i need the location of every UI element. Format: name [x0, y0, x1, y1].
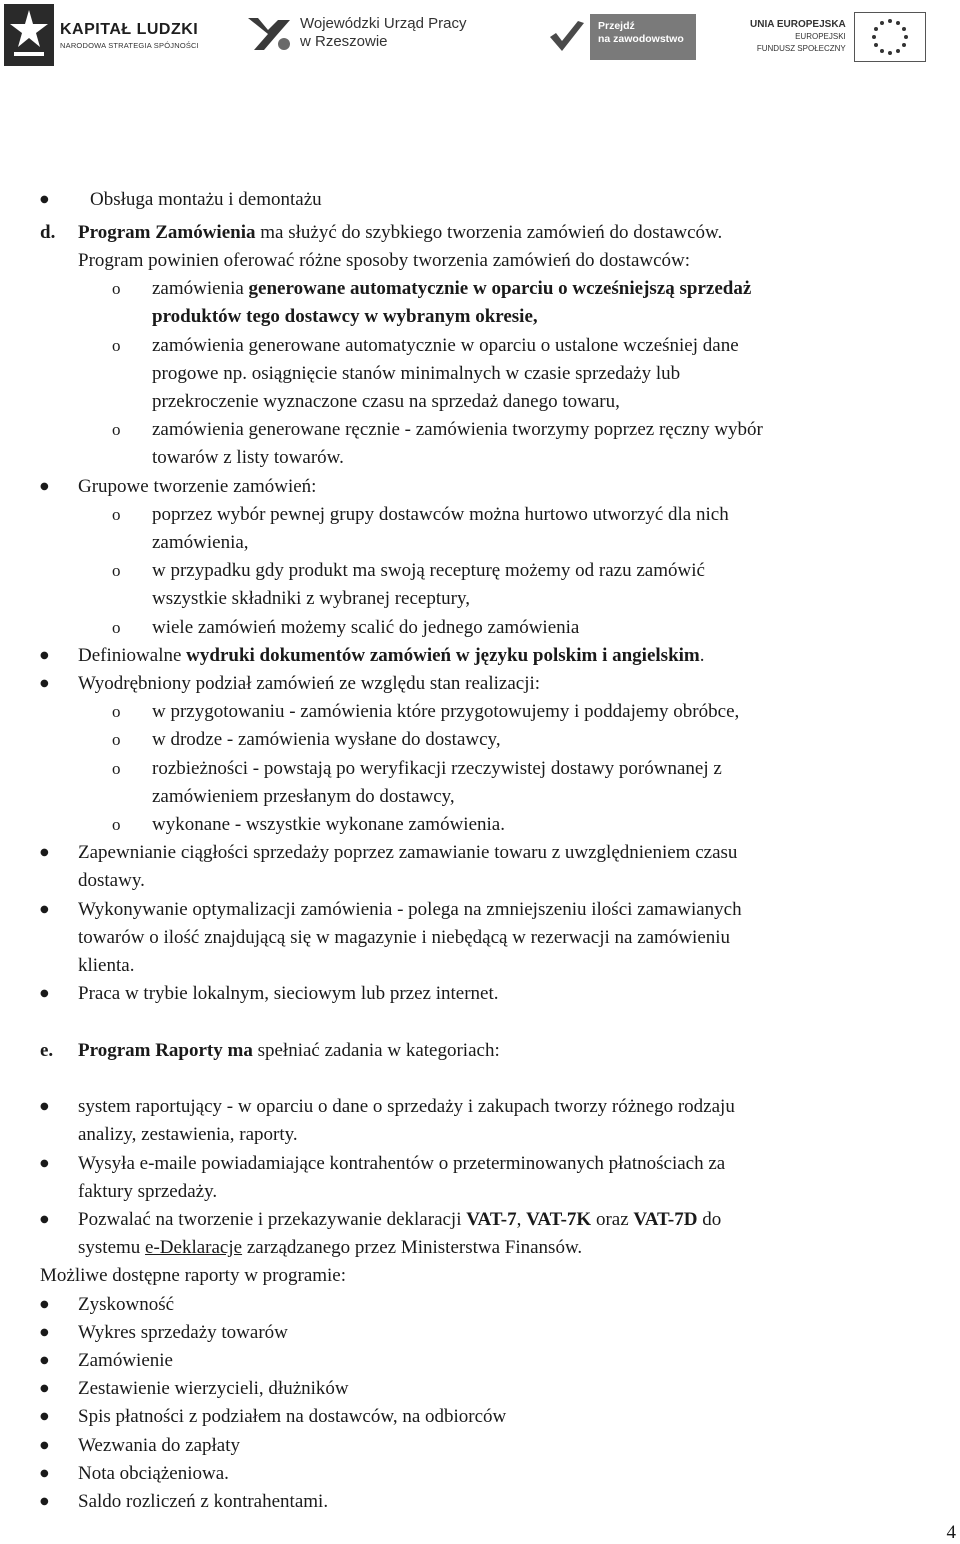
bullet-marker: ●: [40, 1355, 49, 1366]
eu-flag-icon: [854, 12, 926, 62]
wup-rzeszow-logo: [244, 10, 466, 56]
bullet-marker: ●: [40, 1299, 49, 1310]
kapital-ludzki-subtitle: NARODOWA STRATEGIA SPÓJNOŚCI: [60, 40, 199, 50]
wup-line-1: Wojewódzki Urząd Pracy: [300, 15, 467, 32]
text-line: wykonane - wszystkie wykonane zamówienia.: [152, 814, 505, 835]
text-line: wszystkie składniki z wybranej receptury,: [152, 588, 470, 609]
report-list-item: Saldo rozliczeń z kontrahentami.: [78, 1491, 329, 1512]
text-line: Definiowalne wydruki dokumentów zamówień w języku polskim i angielskim.: [78, 645, 705, 666]
text-line: zamówienia generowane automatycznie w oparciu o ustalone wcześniej dane: [152, 335, 739, 356]
text-line: analizy, zestawienia, raporty.: [78, 1124, 298, 1145]
bullet-marker: ●: [40, 1101, 49, 1112]
bullet-marker: ●: [40, 988, 49, 999]
header-logos: [0, 0, 960, 75]
report-list-item: Spis płatności z podziałem na dostawców, na odbiorców: [78, 1406, 507, 1427]
section-letter-d: d.: [40, 222, 56, 243]
text-line: w przygotowaniu - zamówienia które przygotowujemy i poddajemy obróbce,: [152, 701, 740, 722]
kapital-ludzki-emblem-icon: [4, 4, 54, 66]
przejdz-line-2: na zawodowstwo: [598, 33, 684, 45]
wup-line-2: w Rzeszowie: [300, 33, 388, 50]
section-e-heading: Program Raporty ma spełniać zadania w kategoriach:: [78, 1040, 500, 1061]
text-line: Obsługa montażu i demontażu: [90, 189, 322, 210]
page-number: 4: [946, 1522, 956, 1543]
ue-line-2: EUROPEJSKI: [795, 32, 846, 41]
circle-marker: o: [112, 815, 121, 834]
text-line: zamówienia generowane automatycznie w oparciu o wcześniejszą sprzedaż: [152, 278, 752, 299]
bullet-marker: ●: [40, 1440, 49, 1451]
text-line: klienta.: [78, 955, 135, 976]
text-line: Pozwalać na tworzenie i przekazywanie deklaracji VAT-7, VAT-7K oraz VAT-7D do: [78, 1209, 722, 1230]
text-line: Praca w trybie lokalnym, sieciowym lub przez internet.: [78, 983, 499, 1004]
bullet-marker: ●: [40, 847, 49, 858]
report-list-item: Wezwania do zapłaty: [78, 1435, 241, 1456]
text-line: poprzez wybór pewnej grupy dostawców można hurtowo utworzyć dla nich: [152, 504, 729, 525]
ue-line-1: UNIA EUROPEJSKA: [750, 19, 846, 30]
przejdz-na-zawodowstwo-logo: [548, 14, 696, 60]
text-line: system raportujący - w oparciu o dane o sprzedaży i zakupach tworzy różnego rodzaju: [78, 1096, 735, 1117]
text-line: rozbieżności - powstają po weryfikacji rzeczywistej dostawy porównanej z: [152, 758, 722, 779]
bullet-marker: ●: [40, 1496, 49, 1507]
text-line: Zapewnianie ciągłości sprzedaży poprzez zamawianie towaru z uwzględnieniem czasu: [78, 842, 738, 863]
text-line: faktury sprzedaży.: [78, 1181, 218, 1202]
circle-marker: o: [112, 279, 121, 298]
circle-marker: o: [112, 702, 121, 721]
bullet-marker: ●: [40, 481, 49, 492]
text-line: dostawy.: [78, 870, 145, 891]
bullet-marker: ●: [40, 904, 49, 915]
circle-marker: o: [112, 505, 121, 524]
text-line: zamówieniem przesłanym do dostawcy,: [152, 786, 455, 807]
bullet-marker: ●: [40, 1383, 49, 1394]
report-list-item: Zamówienie: [78, 1350, 173, 1371]
bullet-marker: ●: [40, 678, 49, 689]
e-deklaracje-link[interactable]: e-Deklaracje: [145, 1237, 243, 1258]
section-letter-e: e.: [40, 1040, 54, 1061]
wup-emblem-icon: [244, 10, 294, 56]
bullet-marker: ●: [40, 650, 49, 661]
text-line: Wyodrębniony podział zamówień ze względu stan realizacji:: [78, 673, 541, 694]
text-line: w przypadku gdy produkt ma swoją recepturę możemy od razu zamówić: [152, 560, 705, 581]
text-line: Wysyła e-maile powiadamiające kontrahentów o przeterminowanych płatnościach za: [78, 1153, 726, 1174]
bullet-marker: ●: [40, 1468, 49, 1479]
text-line: systemu e-Deklaracje zarządzanego przez Ministerstwa Finansów.: [78, 1237, 583, 1258]
bullet-marker: ●: [40, 194, 49, 205]
text-line: wiele zamówień możemy scalić do jednego zamówienia: [152, 617, 580, 638]
text-line: produktów tego dostawcy w wybranym okresie,: [152, 306, 538, 327]
text-line: progowe np. osiągnięcie stanów minimalnych w czasie sprzedaży lub: [152, 363, 681, 384]
text-line: Grupowe tworzenie zamówień:: [78, 476, 317, 497]
checkmark-emblem-icon: [548, 17, 586, 57]
section-d-heading: Program Zamówienia ma służyć do szybkiego tworzenia zamówień do dostawców.: [78, 222, 723, 243]
eu-social-fund-logo: [750, 12, 926, 62]
text-line: zamówienia generowane ręcznie - zamówienia tworzymy poprzez ręczny wybór: [152, 419, 763, 440]
text-line: towarów z listy towarów.: [152, 447, 344, 468]
bullet-marker: ●: [40, 1158, 49, 1169]
kapital-ludzki-logo: [4, 4, 199, 66]
circle-marker: o: [112, 336, 121, 355]
przejdz-line-1: Przejdź: [598, 20, 635, 32]
circle-marker: o: [112, 420, 121, 439]
bullet-marker: ●: [40, 1214, 49, 1225]
bullet-marker: ●: [40, 1327, 49, 1338]
bullet-marker: ●: [40, 1411, 49, 1422]
text-line: Program powinien oferować różne sposoby tworzenia zamówień do dostawców:: [78, 250, 691, 271]
report-list-item: Nota obciążeniowa.: [78, 1463, 229, 1484]
text-line: przekroczenie wyznaczone czasu na sprzedaż danego towaru,: [152, 391, 620, 412]
text-line: Możliwe dostępne raporty w programie:: [40, 1265, 347, 1286]
text-line: towarów o ilość znajdującą się w magazynie i niebędącą w rezerwacji na zamówieniu: [78, 927, 731, 948]
report-list-item: Zestawienie wierzycieli, dłużników: [78, 1378, 349, 1399]
circle-marker: o: [112, 759, 121, 778]
ue-line-3: FUNDUSZ SPOŁECZNY: [756, 44, 846, 53]
text-line: Wykonywanie optymalizacji zamówienia - polega na zmniejszeniu ilości zamawianych: [78, 899, 742, 920]
circle-marker: o: [112, 730, 121, 749]
circle-marker: o: [112, 561, 121, 580]
report-list-item: Wykres sprzedaży towarów: [78, 1322, 288, 1343]
text-line: zamówienia,: [152, 532, 249, 553]
report-list-item: Zyskowność: [78, 1294, 175, 1315]
kapital-ludzki-title: KAPITAŁ LUDZKI: [60, 20, 199, 38]
text-line: w drodze - zamówienia wysłane do dostawcy,: [152, 729, 501, 750]
circle-marker: o: [112, 618, 121, 637]
